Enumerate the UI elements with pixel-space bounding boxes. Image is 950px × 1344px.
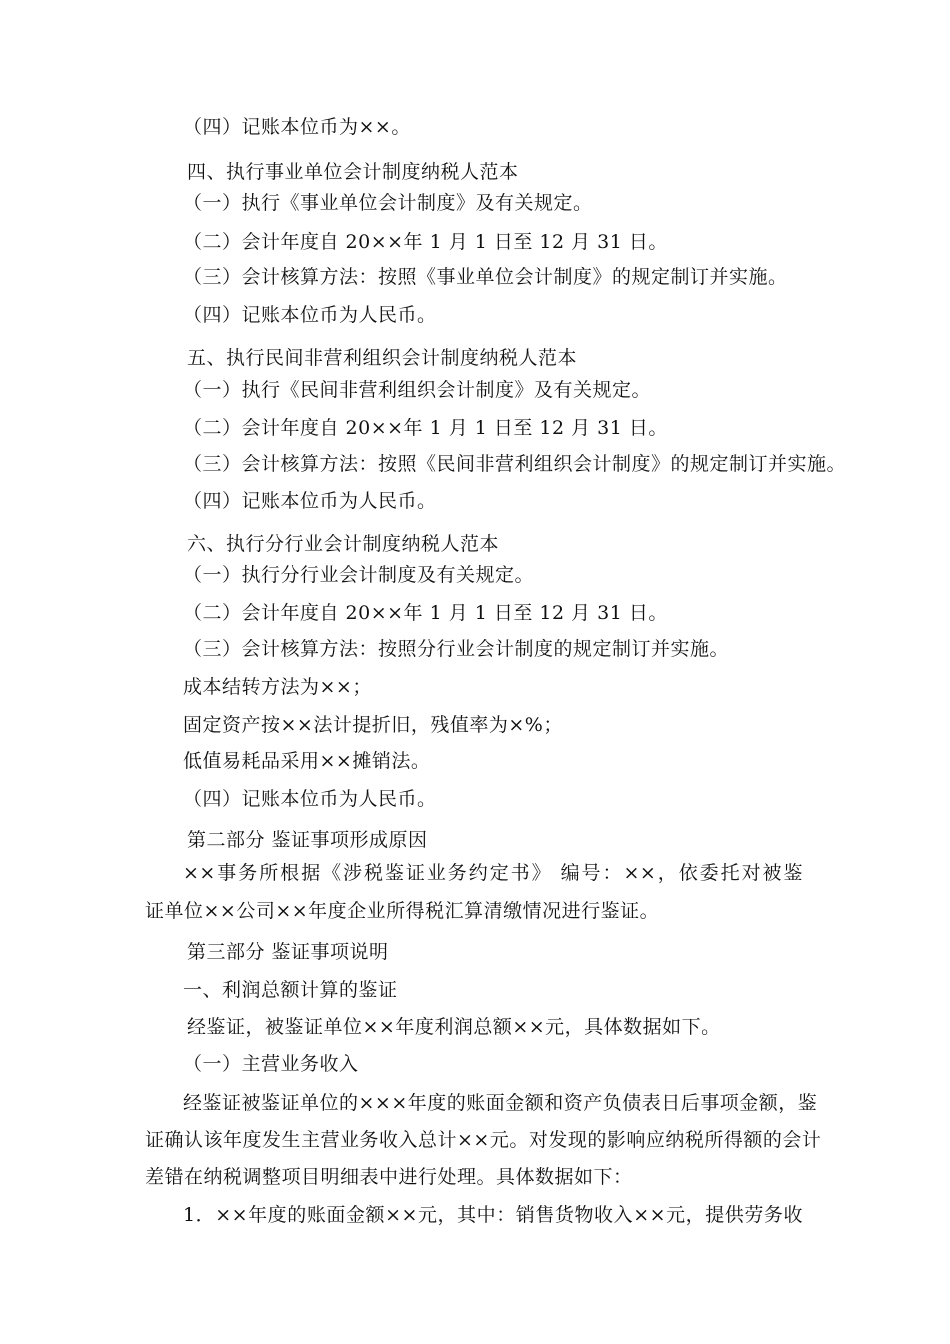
section-heading: 六、执行分行业会计制度纳税人范本 (187, 533, 500, 555)
text-line: （一）执行分行业会计制度及有关规定。 (183, 564, 535, 586)
subsection-heading: （一）主营业务收入 (183, 1053, 359, 1075)
text-line: （一）执行《民间非营利组织会计制度》及有关规定。 (183, 379, 652, 401)
text-line: （三）会计核算方法：按照《事业单位会计制度》的规定制订并实施。 (183, 266, 788, 288)
paragraph-line: 经鉴证，被鉴证单位××年度利润总额××元，具体数据如下。 (187, 1016, 721, 1038)
text-line: （三）会计核算方法：按照《民间非营利组织会计制度》的规定制订并实施。 (183, 453, 847, 475)
paragraph-line: 证单位××公司××年度企业所得税汇算清缴情况进行鉴证。 (145, 900, 660, 922)
text-line: （四）记账本位币为人民币。 (183, 788, 437, 810)
paragraph-line: 差错在纳税调整项目明细表中进行处理。具体数据如下： (145, 1166, 633, 1188)
section-heading: 一、利润总额计算的鉴证 (183, 979, 398, 1001)
section-heading: 五、执行民间非营利组织会计制度纳税人范本 (187, 347, 578, 369)
text-line: 低值易耗品采用××摊销法。 (183, 750, 431, 772)
paragraph-line: 经鉴证被鉴证单位的×××年度的账面金额和资产负债表日后事项金额，鉴 (183, 1092, 818, 1114)
paragraph-line: 1．××年度的账面金额××元，其中：销售货物收入××元，提供劳务收 (183, 1204, 803, 1226)
text-line: 成本结转方法为××； (183, 676, 372, 698)
part-heading: 第二部分 鉴证事项形成原因 (187, 829, 428, 851)
text-line: （二）会计年度自 20××年 1 月 1 日至 12 月 31 日。 (183, 231, 668, 253)
part-heading: 第三部分 鉴证事项说明 (187, 941, 389, 963)
text-line: （四）记账本位币为××。 (183, 116, 411, 138)
section-heading: 四、执行事业单位会计制度纳税人范本 (187, 161, 519, 183)
paragraph-line: 证确认该年度发生主营业务收入总计××元。对发现的影响应纳税所得额的会计 (145, 1129, 822, 1151)
text-line: （二）会计年度自 20××年 1 月 1 日至 12 月 31 日。 (183, 417, 668, 439)
text-line: （三）会计核算方法：按照分行业会计制度的规定制订并实施。 (183, 638, 730, 660)
text-line: 固定资产按××法计提折旧，残值率为×%； (183, 714, 563, 736)
text-line: （二）会计年度自 20××年 1 月 1 日至 12 月 31 日。 (183, 602, 668, 624)
paragraph-line: ××事务所根据《涉税鉴证业务约定书》 编号：××，依委托对被鉴 (183, 862, 803, 884)
text-line: （一）执行《事业单位会计制度》及有关规定。 (183, 192, 593, 214)
text-line: （四）记账本位币为人民币。 (183, 490, 437, 512)
text-line: （四）记账本位币为人民币。 (183, 304, 437, 326)
